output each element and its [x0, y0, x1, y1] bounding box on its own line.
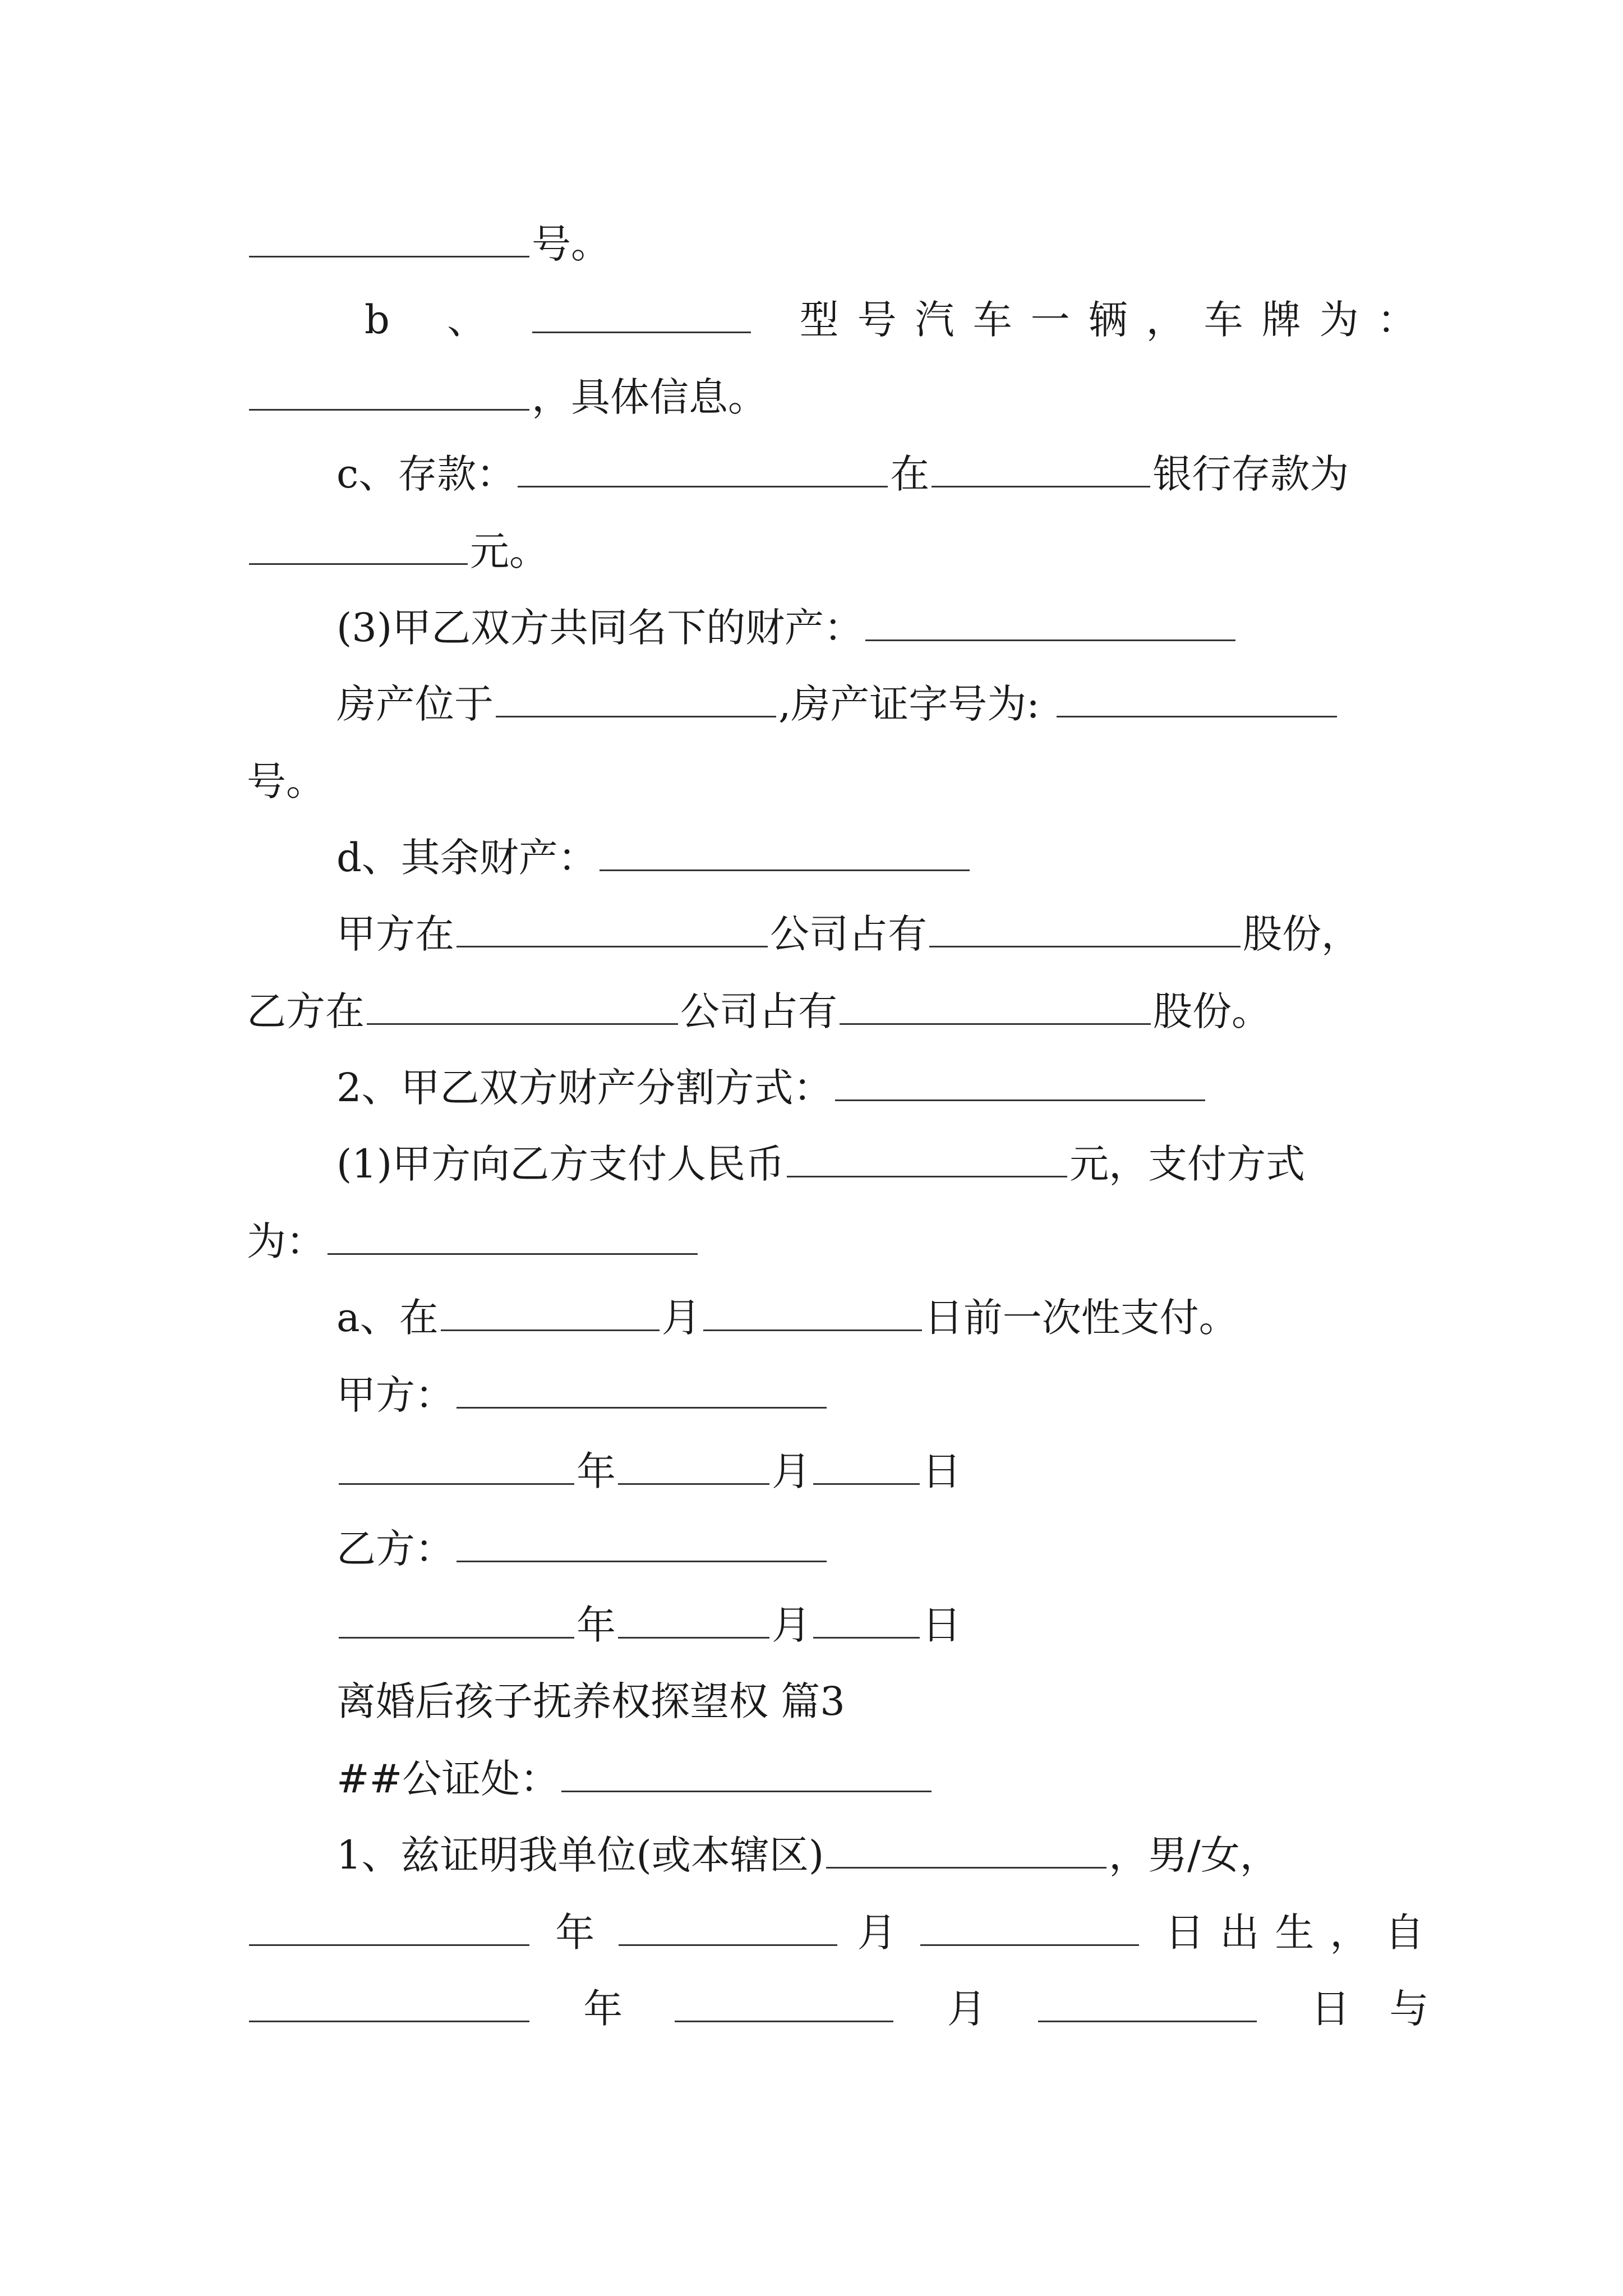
line-text: 年 — [583, 1986, 623, 2032]
line-text: ，男/女， — [1109, 1832, 1279, 1878]
blank-field[interactable] — [1057, 715, 1337, 717]
text-line — [336, 1756, 934, 1802]
line-text: 号。 — [247, 758, 325, 804]
line-text: 日前一次性支付。 — [924, 1295, 1238, 1341]
line-text: 月 — [772, 1448, 811, 1494]
line-text: 日与 — [1311, 1986, 1468, 2032]
line-text: 乙方： — [336, 1526, 454, 1572]
blank-field[interactable] — [865, 639, 1235, 641]
line-text: 年 — [577, 1448, 616, 1494]
line-text: 公司占有 — [770, 911, 927, 957]
line-text: 月 — [947, 1986, 986, 2032]
section-heading-text: 离婚后孩子抚养权探望权 篇3 — [336, 1678, 845, 1724]
line-text: ,房产证字号为: — [778, 681, 1040, 727]
line-text: 月 — [661, 1295, 701, 1341]
line-text: 日出生，自 — [1165, 1910, 1440, 1955]
blank-field[interactable] — [328, 1253, 698, 1255]
line-text: 、 — [447, 297, 487, 343]
text-line — [247, 758, 325, 804]
line-text: 元。 — [470, 528, 548, 574]
blank-field[interactable] — [1038, 2020, 1257, 2022]
blank-field[interactable] — [561, 1790, 932, 1792]
blank-field[interactable] — [518, 485, 888, 487]
line-text: 月 — [772, 1602, 811, 1648]
blank-field[interactable] — [249, 563, 468, 565]
line-text: ##公证处： — [336, 1756, 560, 1802]
blank-field[interactable] — [339, 1636, 574, 1639]
blank-field[interactable] — [457, 1560, 827, 1562]
text-line — [247, 221, 610, 267]
text-line — [336, 1832, 1279, 1878]
blank-field[interactable] — [618, 1483, 769, 1485]
line-text: (3)甲乙双方共同名下的财产： — [336, 605, 864, 651]
blank-field[interactable] — [249, 2020, 529, 2022]
line-text: 公司占有 — [680, 988, 837, 1034]
text-line — [247, 528, 548, 574]
line-text: (1)甲方向乙方支付人民币 — [336, 1141, 785, 1187]
section-heading — [336, 1678, 845, 1724]
blank-field[interactable] — [675, 2020, 893, 2022]
line-text: 元，支付方式 — [1069, 1141, 1306, 1187]
blank-field[interactable] — [703, 1329, 922, 1331]
blank-field[interactable] — [441, 1329, 660, 1331]
line-text: 型号汽车一辆，车牌为： — [799, 297, 1435, 343]
blank-field[interactable] — [532, 331, 751, 333]
text-line — [336, 1602, 961, 1648]
line-text: a、在 — [336, 1295, 439, 1341]
text-line — [336, 1141, 1306, 1187]
line-text: 2、甲乙双方财产分割方式： — [336, 1065, 833, 1111]
text-line — [336, 1372, 829, 1418]
line-text: 股份。 — [1153, 988, 1271, 1034]
blank-field[interactable] — [813, 1483, 920, 1485]
line-text: ，具体信息。 — [532, 374, 767, 420]
blank-field[interactable] — [339, 1483, 574, 1485]
line-text: 在 — [890, 451, 930, 497]
line-text: 乙方在 — [247, 988, 365, 1034]
text-line — [336, 451, 1349, 497]
text-line — [336, 911, 1361, 957]
line-text: 年 — [555, 1910, 595, 1955]
blank-field[interactable] — [457, 945, 768, 947]
blank-field[interactable] — [840, 1023, 1151, 1025]
line-text: 号。 — [532, 221, 610, 267]
line-text: 年 — [577, 1602, 616, 1648]
line-text: 银行存款为 — [1152, 451, 1349, 497]
line-text: 日 — [922, 1448, 961, 1494]
blank-field[interactable] — [932, 485, 1150, 487]
blank-field[interactable] — [600, 869, 970, 871]
text-line — [336, 1448, 961, 1494]
line-text: 甲方在 — [336, 911, 454, 957]
text-line — [247, 374, 767, 420]
line-text: 股份， — [1243, 911, 1361, 957]
blank-field[interactable] — [835, 1099, 1205, 1101]
text-line — [247, 1986, 1468, 2032]
blank-field[interactable] — [619, 1944, 837, 1946]
text-line — [336, 605, 1238, 651]
blank-field[interactable] — [367, 1023, 678, 1025]
blank-field[interactable] — [496, 715, 776, 717]
text-line — [336, 1065, 1207, 1111]
text-line — [336, 1295, 1238, 1341]
text-line — [336, 1526, 829, 1572]
text-line — [247, 1910, 1440, 1955]
blank-field[interactable] — [618, 1636, 769, 1639]
line-text: 甲方： — [336, 1372, 454, 1418]
line-text: 为： — [247, 1218, 325, 1264]
blank-field[interactable] — [249, 255, 529, 257]
blank-field[interactable] — [249, 1944, 529, 1946]
line-text: d、其余财产： — [336, 835, 597, 881]
line-text: 1、兹证明我单位(或本辖区) — [336, 1832, 824, 1878]
text-line — [336, 835, 972, 881]
text-line — [247, 1218, 700, 1264]
line-text: 房产位于 — [336, 681, 494, 727]
blank-field[interactable] — [787, 1175, 1067, 1177]
blank-field[interactable] — [826, 1866, 1106, 1869]
blank-field[interactable] — [249, 408, 529, 411]
line-text: 日 — [922, 1602, 961, 1648]
blank-field[interactable] — [813, 1636, 920, 1639]
line-text: b — [365, 297, 390, 343]
line-text: 月 — [857, 1910, 897, 1955]
line-text: c、存款： — [336, 451, 516, 497]
blank-field[interactable] — [929, 945, 1241, 947]
blank-field[interactable] — [920, 1944, 1139, 1946]
text-line — [336, 681, 1339, 727]
text-line — [247, 988, 1271, 1034]
blank-field[interactable] — [457, 1406, 827, 1409]
text-line — [365, 297, 1435, 343]
